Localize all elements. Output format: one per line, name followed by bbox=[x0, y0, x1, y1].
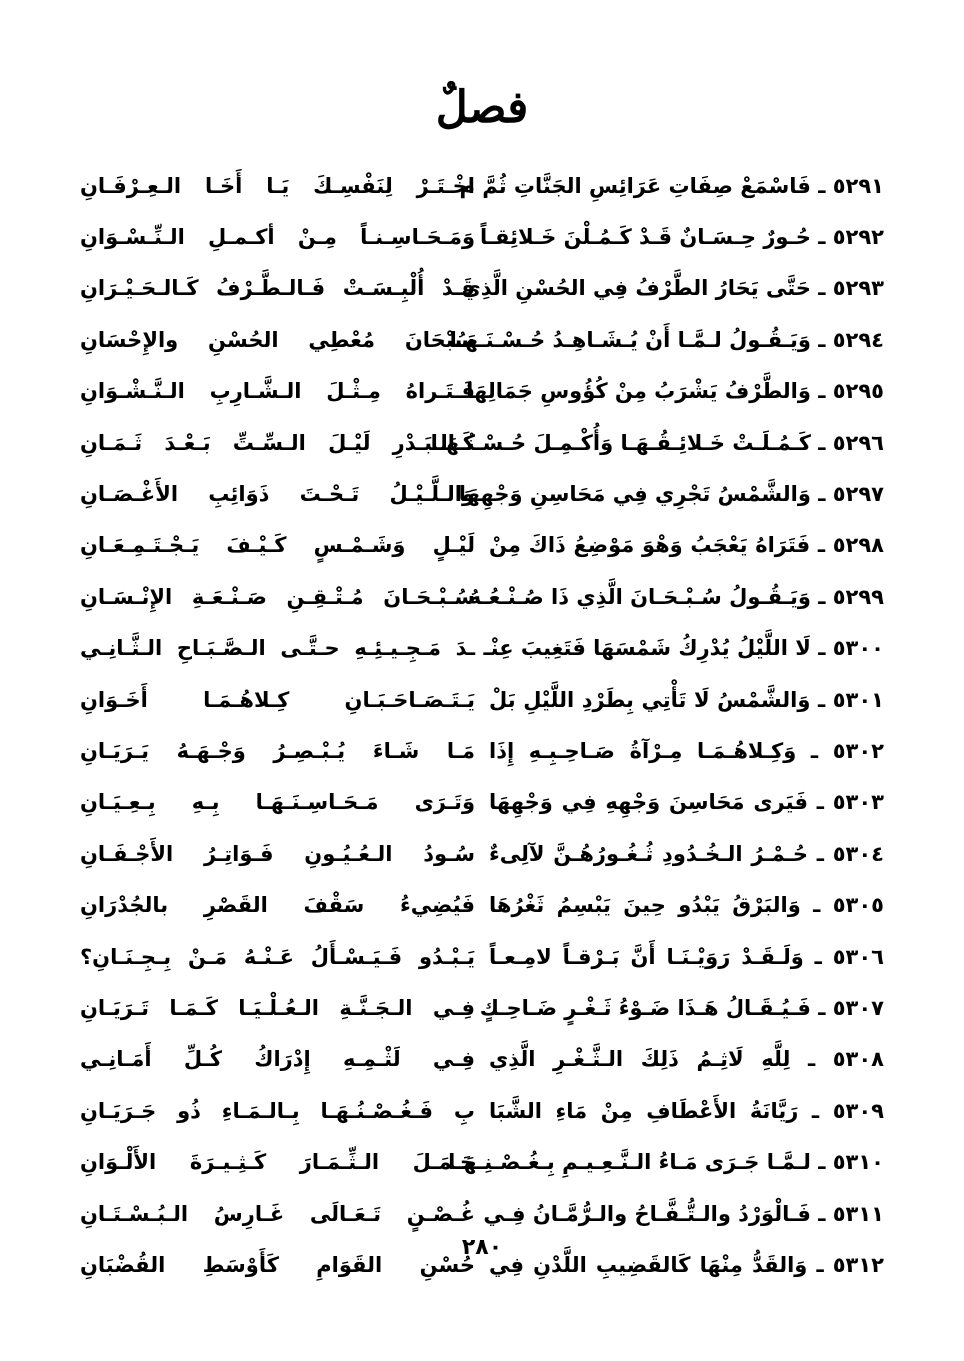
verse-second-hemistich: فَيُضِيءُ سَقْفَ القَصْرِ بالجُدْرَانِ bbox=[80, 893, 475, 918]
verse-line bbox=[80, 931, 884, 982]
verse-first-hemistich: ٥٣١٠ ـ لـمَّـا جَـرَى مَـاءُ الـنَّـعِـيـمِ بِـغُـصْـنِـهَـا bbox=[448, 1150, 884, 1175]
verse-first-hemistich: ٥٣٠٠ ـ لَا اللَّيْلُ يُدْرِكُ شَمْسَهَا فَتَغِيبَ عِنْـ bbox=[483, 636, 884, 661]
verse-line bbox=[80, 879, 884, 930]
verse-first-hemistich: ٥٣٠٢ ـ وَكِـلاهُـمَـا مِـرْآةُ صَـاحِـبِـهِ إِذَا bbox=[489, 738, 884, 763]
verse-line bbox=[80, 571, 884, 622]
verse-second-hemistich: سُـودُ الـعُـيُـونِ فَـوَاتِـرُ الأَجْـفَـانِ bbox=[80, 841, 475, 866]
verse-line bbox=[80, 211, 884, 262]
verse-second-hemistich: حَـمَـلَ الـثِّـمَـارَ كَـثِـيـرَةَ الأَلْـوَانِ bbox=[80, 1150, 475, 1175]
verse-first-hemistich: ٥٢٩٣ ـ حَتَّى يَحَارُ الطَّرْفُ فِي الحُسْنِ الَّذِي bbox=[461, 276, 884, 301]
verse-line bbox=[80, 468, 884, 519]
verse-first-hemistich: ٥٣٠٥ ـ وَالبَرْقُ يَبْدُو حِينَ يَبْسِمُ ثَغْرُهَا bbox=[489, 893, 884, 918]
verse-second-hemistich: غُـصْـنٍ تَـعَـالَى غَـارِسُ الـبُـسْـتَـانِ bbox=[80, 1201, 475, 1226]
verse-first-hemistich: ٥٢٩٨ ـ فَتَرَاهُ يَعْجَبُ وَهْوَ مَوْضِعُ ذَاكَ مِنْ bbox=[489, 533, 884, 558]
verse-line bbox=[80, 1188, 884, 1239]
verse-line bbox=[80, 520, 884, 571]
verse-first-hemistich: ٥٣٠٧ ـ فَـيُـقَـالُ هَـذَا ضَـوْءُ ثَـغْـرٍ ضَـاحِـكٍ bbox=[479, 995, 884, 1020]
verse-first-hemistich: ٥٣٠٦ ـ وَلَـقَـدْ رَوَيْـنَـا أَنَّ بَـرْقـاً لامِـعـاً bbox=[489, 944, 884, 969]
verse-first-hemistich: ٥٣٠٩ ـ رَيَّانَةُ الأَعْطَافِ مِنْ مَاءِ الشَّبَا bbox=[489, 1098, 884, 1123]
verse-first-hemistich: ٥٣٠١ ـ وَالشَّمْسُ لَا تَأْتِي بِطَرْدِ اللَّيْلِ بَلْ bbox=[489, 687, 884, 712]
verse-first-hemistich: ٥٣٠٨ ـ لِلَّهِ لَاثِـمُ ذَلِكَ الـثَّـغْـرِ الَّذِي bbox=[489, 1047, 884, 1072]
verse-second-hemistich: بِ فَـغُـصْـنُـهَـا بِـالـمَـاءِ ذُو جَـرَيَـانِ bbox=[80, 1098, 475, 1123]
page-number: ٢٨٠ bbox=[461, 1235, 503, 1260]
verse-second-hemistich: فَـتَـراهُ مِـثْـلَ الـشَّـارِبِ الـنَّـشْـوَانِ bbox=[80, 379, 475, 404]
verse-first-hemistich: ٥٣١٢ ـ وَالقَدُّ مِنْهَا كَالقَضِيبِ اللَّدْنِ فِي bbox=[489, 1252, 884, 1277]
verse-second-hemistich: كَـالـبَـدْرِ لَيْـلَ الـسِّـتِّ بَـعْـدَ ثَـمَـانِ bbox=[80, 430, 475, 455]
verse-first-hemistich: ٥٣٠٤ ـ حُـمْـرُ الـخُـدُودِ ثُـغُـورُهُـنَّ لآلِىءٌ bbox=[489, 841, 884, 866]
verse-second-hemistich: فِـي الـجَـنَّـةِ الـعُـلْـيَـا كَـمَـا تَـرَيَـانِ bbox=[80, 995, 475, 1020]
verse-second-hemistich: فِـي لَثْـمِـهِ إِدْرَاكُ كُـلِّ أَمَـانِـي bbox=[80, 1047, 475, 1072]
verse-first-hemistich: ٥٢٩٧ ـ وَالشَّمْسُ تَجْرِي فِي مَحَاسِنِ وَجْهِهَا bbox=[458, 482, 884, 507]
verse-second-hemistich: وَتَـرَى مَـحَـاسِـنَـهَـا بِـهِ بِـعِـيَـانِ bbox=[80, 790, 475, 815]
verse-second-hemistich: حُسْنِ القَوَامِ كَأَوْسَطِ القُضْبَانِ bbox=[80, 1252, 475, 1277]
verse-second-hemistich: يَـبْـدُو فَـيَـسْـأَلُ عَـنْـهُ مَـنْ بِـجِـنَـانِ؟ bbox=[80, 944, 475, 969]
verse-line bbox=[80, 725, 884, 776]
verse-line bbox=[80, 777, 884, 828]
verse-line bbox=[80, 674, 884, 725]
verse-line bbox=[80, 314, 884, 365]
verse-first-hemistich: ٥٢٩٥ ـ وَالطَّرْفُ يَشْرَبُ مِنْ كُؤُوسِ جَمَالِهَا bbox=[466, 379, 884, 404]
verse-line bbox=[80, 1085, 884, 1136]
verse-first-hemistich: ٥٣١١ ـ فَـالْوَرْدُ والـتُّـفَّـاحُ والـرُّمَّـانُ فِـي bbox=[483, 1201, 884, 1226]
verse-line bbox=[80, 1136, 884, 1187]
verse-second-hemistich: وَالـلَّـيْـلُ تَـحْـتَ ذَوَائِبِ الأَغْـصَـانِ bbox=[80, 482, 475, 507]
verse-line bbox=[80, 417, 884, 468]
verse-second-hemistich: مَـا شَـاءَ يُـبْـصِـرُ وَجْـهَـهُ يَـرَيَـانِ bbox=[80, 738, 475, 763]
verse-line bbox=[80, 1034, 884, 1085]
verse-second-hemistich: اخْـتَـرْ لِنَفْسِـكَ يَـا أَخَـا الـعِـرْفَـانِ bbox=[80, 173, 475, 198]
verse-line bbox=[80, 366, 884, 417]
verse-first-hemistich: ٥٢٩٩ ـ وَيَـقُـولُ سُـبْـحَـانَ الَّذِي ذَا صُـنْـعُـهُ bbox=[468, 584, 884, 609]
verse-first-hemistich: ٥٢٩٢ ـ حُـورٌ حِـسَـانٌ قَـدْ كَـمُـلْنَ خَـلائِقـاً bbox=[479, 225, 884, 250]
verse-second-hemistich: قَـدْ أُلْبِـسَـتْ فَـالـطَّـرْفُ كَـالـحَـيْـرَانِ bbox=[80, 276, 475, 301]
verse-first-hemistich: ٥٢٩٦ ـ كَـمُـلَـتْ خَـلائِـقُـهَـا وَأُكْـمِـلَ حُـسْـنُـهَـا bbox=[430, 430, 884, 455]
verse-second-hemistich: سُبْحَانَ مُعْطِي الحُسْنِ والإِحْسَانِ bbox=[80, 327, 475, 352]
verse-second-hemistich: لَيْـلٍ وَشَـمْـسٍ كَـيْـفَ يَـجْـتَـمِـعَـانِ bbox=[80, 533, 475, 558]
verse-second-hemistich: وَمَـحَـاسِـنـاً مِـنْ أكـمـلِ الـنِّـسْـوَانِ bbox=[80, 225, 475, 250]
verse-first-hemistich: ٥٣٠٣ ـ فَيَرى مَحَاسِنَ وَجْهِهِ فِي وَجْهِهَا bbox=[489, 790, 884, 815]
verse-line bbox=[80, 160, 884, 211]
verse-line bbox=[80, 982, 884, 1033]
verse-first-hemistich: ٥٢٩٤ ـ وَيَـقُـولُ لـمَّـا أَنْ يُـشَـاهِـدُ حُـسْـنَـهَـا bbox=[449, 327, 884, 352]
verse-second-hemistich: ـدَ مَـجِـيـئِـهِ حـتَّـى الـصَّـبَـاحِ الـثَّـانِـي bbox=[80, 636, 475, 661]
verse-first-hemistich: ٥٢٩١ ـ فَاسْمَعْ صِفَاتِ عَرَائِسِ الجَنَّاتِ ثُمَّ م bbox=[459, 173, 884, 198]
verse-second-hemistich: سُـبْـحَـانَ مُـتْـقِـنِ صَـنْـعَـةِ الإِنْـسَـانِ bbox=[80, 584, 475, 609]
verse-line bbox=[80, 623, 884, 674]
verse-line bbox=[80, 263, 884, 314]
verse-second-hemistich: يَـتَـصَـاحَـبَـانِ كِـلاهُـمَـا أَخَـوَانِ bbox=[80, 687, 475, 712]
verse-line bbox=[80, 828, 884, 879]
verse-list bbox=[80, 160, 884, 1291]
page-title: فصلٌ bbox=[435, 82, 529, 133]
